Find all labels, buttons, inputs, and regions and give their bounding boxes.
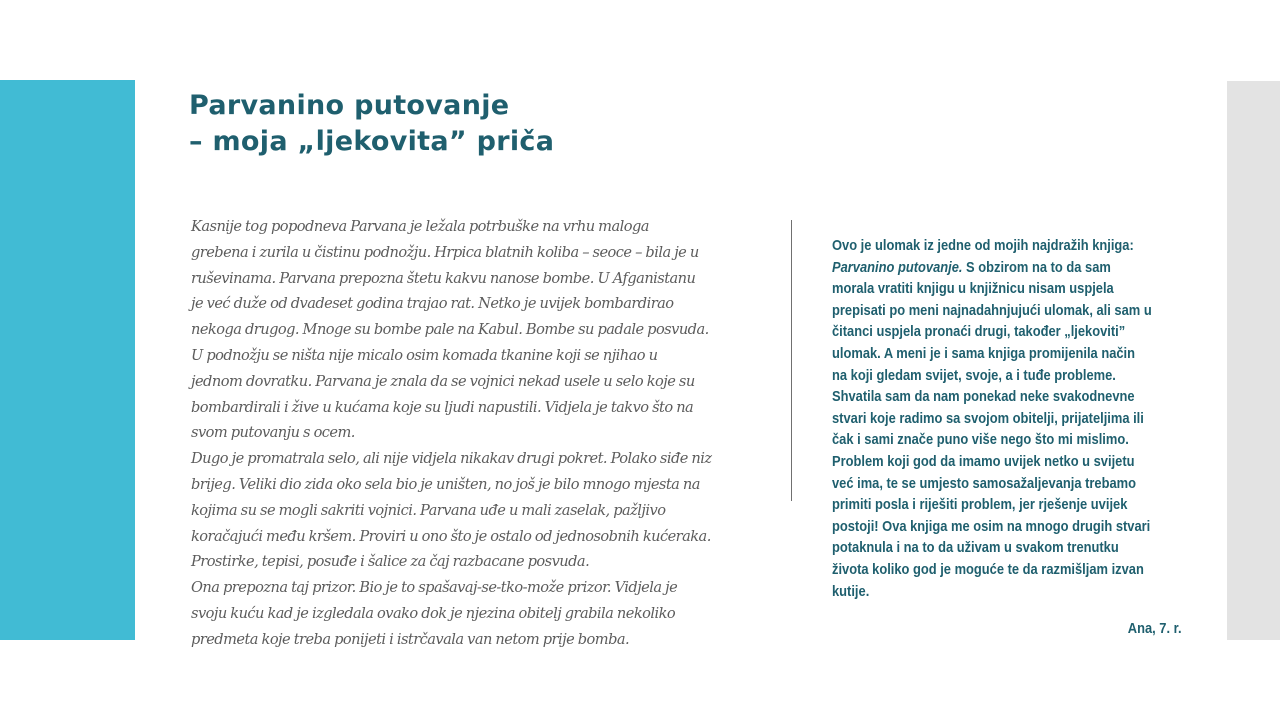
excerpt-line: Ona prepozna taj prizor. Bio je to spašavaj-se-tko-može prizor. Vidjela je (191, 579, 678, 597)
comment-line: čitanci uspjela pronaći drugi, također „ljekoviti” (832, 323, 1126, 341)
slide-title (189, 88, 554, 160)
excerpt-line: Kasnije tog popodneva Parvana je ležala potrbuške na vrhu maloga (191, 218, 649, 235)
comment-line: Shvatila sam da nam ponekad neke svakodnevne (832, 388, 1135, 406)
comment-line (832, 257, 1142, 279)
author-signature: Ana, 7. r. (1128, 620, 1182, 637)
excerpt-line: nekoga drugog. Mnoge su bombe pale na Kabul. Bombe su padale posvuda. (191, 321, 709, 339)
excerpt-line: grebena i zurila u čistinu podnožju. Hrpica blatnih koliba – seoce – bila je u (191, 243, 699, 261)
comment-line: postoji! Ova knjiga me osim na mnogo drugih stvari (832, 517, 1151, 535)
excerpt-line: Dugo je promatrala selo, ali nije vidjela nikakav drugi pokret. Polako siđe niz (191, 450, 712, 468)
right-side-band (1227, 81, 1280, 640)
comment-line: stvari koje radimo sa svojom obitelji, prijateljima ili (832, 409, 1144, 427)
excerpt-line: U podnožju se ništa nije micalo osim komada tkanine koji se njihao u (191, 346, 658, 364)
comment-line: primiti posla i riješiti problem, jer rješenje uvijek (832, 496, 1128, 514)
title-line-2: – moja „ljekovita” priča (189, 126, 555, 157)
comment-line: potaknula i na to da uživam u svakom trenutku (832, 539, 1119, 557)
excerpt-line: svom putovanju s ocem. (191, 424, 355, 442)
excerpt-line: predmeta koje treba ponijeti i istrčavala van netom prije bomba. (191, 630, 630, 648)
excerpt-line: kojima su se mogli sakriti vojnici. Parvana uđe u mali zaselak, pažljivo (191, 501, 666, 519)
comment-line-rest: S obzirom na to da sam (962, 258, 1111, 276)
excerpt-line: jednom dovratku. Parvana je znala da se vojnici nekad usele u selo koje su (191, 372, 695, 390)
book-title-italic: Parvanino putovanje. (832, 258, 963, 276)
student-comment (832, 235, 1152, 602)
column-divider (791, 220, 792, 501)
comment-line: Ovo je ulomak iz jedne od mojih najdražih knjiga: (832, 237, 1134, 254)
comment-line: već ima, te se umjesto samosažaljevanja trebamo (832, 474, 1137, 492)
excerpt-line: brijeg. Veliki dio zida oko sela bio je uništen, no još je bilo mnogo mjesta na (191, 475, 700, 493)
left-accent-band (0, 80, 135, 640)
excerpt-line: koračajući među kršem. Proviri u ono što je ostalo od jednosobnih kućeraka. (191, 527, 711, 545)
comment-line: prepisati po meni najnadahnjujući ulomak, ali sam u (832, 301, 1152, 319)
excerpt-line: je već duže od dvadeset godina trajao rat. Netko je uvijek bombardirao (191, 295, 674, 313)
comment-line: života koliko god je moguće te da razmišljam izvan (832, 560, 1144, 578)
book-excerpt (191, 214, 756, 653)
comment-line: ulomak. A meni je i sama knjiga promijenila način (832, 344, 1136, 362)
comment-line: kutije. (832, 582, 870, 600)
excerpt-line: svoju kuću kad je izgledala ovako dok je njezina obitelj grabila nekoliko (191, 604, 676, 622)
comment-line: čak i sami znače puno više nego što mi mislimo. (832, 431, 1129, 449)
excerpt-line: ruševinama. Parvana prepozna štetu kakvu nanose bombe. U Afganistanu (191, 269, 696, 287)
comment-line: morala vratiti knjigu u knjižnicu nisam uspjela (832, 280, 1114, 298)
excerpt-line: Prostirke, tepisi, posuđe i šalice za čaj razbacane posvuda. (191, 553, 590, 571)
excerpt-line: bombardirali i žive u kućama koje su ljudi napustili. Vidjela je takvo što na (191, 398, 694, 416)
comment-line: na koji gledam svijet, svoje, a i tuđe probleme. (832, 366, 1116, 384)
title-line-1: Parvanino putovanje (189, 90, 510, 121)
comment-line: Problem koji god da imamo uvijek netko u svijetu (832, 452, 1135, 470)
